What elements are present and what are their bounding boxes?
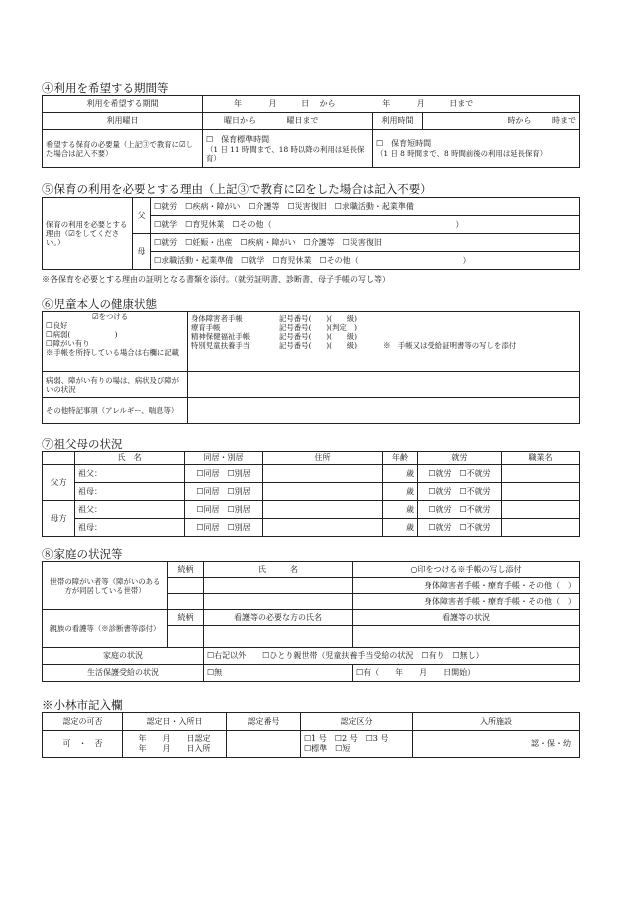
welfare-yes-option[interactable]: ☐有（ 年 月 日開始） <box>353 665 580 682</box>
rel-header: 続柄 <box>168 562 204 578</box>
mother-side-label: 母方 <box>43 501 75 537</box>
care-status-field[interactable] <box>353 626 580 648</box>
col-name: 氏 名 <box>75 452 185 465</box>
section5-title: ⑤保育の利用を必要とする理由（上記③で教育に☑をした場合は記入不要） <box>42 182 432 196</box>
other-field[interactable] <box>188 398 580 424</box>
other-label: その他特記事項（アレルギー、喘息等） <box>43 398 188 424</box>
rel-field[interactable] <box>168 594 204 610</box>
welfare-no-option[interactable]: ☐無 <box>204 665 353 682</box>
section8-title: ⑧家庭の状況等 <box>42 547 123 561</box>
period-label: 利用を希望する期間 <box>43 96 203 113</box>
reason-note: ※各保育を必要とする理由の証明となる書類を添付。（就労証明書、診断書、母子手帳の写し等） <box>42 275 390 284</box>
age-field[interactable]: 歳 <box>383 465 418 483</box>
job-field[interactable] <box>502 519 580 537</box>
father-side-label: 父方 <box>43 465 75 501</box>
table-row <box>43 501 580 519</box>
cert-number-header: 認定番号 <box>227 713 301 731</box>
name-header: 氏 名 <box>204 562 353 578</box>
col-work: 就労 <box>418 452 502 465</box>
address-field[interactable] <box>263 519 383 537</box>
book-option-1[interactable]: 身体障害者手帳・療育手帳・その他（ ） <box>353 578 580 594</box>
reason-table <box>42 197 580 270</box>
grandfather-name[interactable]: 祖父： <box>75 465 185 483</box>
col-live: 同居・別居 <box>185 452 263 465</box>
status-label: 病弱、障がい有りの場は、病状及び障がいの状況 <box>43 372 188 398</box>
health-table <box>42 311 580 424</box>
live-option[interactable]: ☐同居 ☐別居 <box>185 483 263 501</box>
mother-reason-row1[interactable]: ☐就労 ☐妊娠・出産 ☐疾病・障がい ☐介護等 ☐災害復旧 <box>151 234 580 252</box>
age-field[interactable]: 歳 <box>383 519 418 537</box>
grandmother-name[interactable]: 祖母： <box>75 483 185 501</box>
date-header: 認定日・入所日 <box>123 713 227 731</box>
city-section-title: ※小林市記入欄 <box>42 698 123 712</box>
name-field[interactable] <box>204 578 353 594</box>
father-label: 父 <box>133 198 151 234</box>
work-option[interactable]: ☐就労 ☐不就労 <box>418 519 502 537</box>
grandparents-table <box>42 451 580 537</box>
job-field[interactable] <box>502 483 580 501</box>
care-status-header: 看護等の状況 <box>353 610 580 626</box>
home-status-options[interactable]: ☐右記以外 ☐ひとり親世帯（児童扶養手当受給の状況 ☐有り ☐無し） <box>204 648 580 665</box>
rel-field[interactable] <box>168 578 204 594</box>
status-field[interactable] <box>188 372 580 398</box>
standard-time-option[interactable]: ☐ 保育標準時間 （1 日 11 時間まで、18 時以降の利用は延長保育） <box>203 130 373 168</box>
address-field[interactable] <box>263 483 383 501</box>
age-field[interactable]: 歳 <box>383 501 418 519</box>
home-status-label: 家庭の状況 <box>43 648 204 665</box>
approval-field[interactable]: 可 ・ 否 <box>43 731 123 758</box>
col-job: 職業名 <box>502 452 580 465</box>
table-row <box>43 519 580 537</box>
section6-title: ⑥児童本人の健康状態 <box>42 297 157 311</box>
disabled-household-label: 世帯の障がい者等（障がいのある方が同居している世帯） <box>43 562 168 610</box>
city-table <box>42 712 580 758</box>
approval-header: 認定の可否 <box>43 713 123 731</box>
facility-header: 入所施設 <box>413 713 580 731</box>
care-name-field[interactable] <box>204 626 353 648</box>
mark-note: ○印をつける※手帳の写し添付 <box>353 562 580 578</box>
col-age: 年齢 <box>383 452 418 465</box>
table-row <box>43 483 580 501</box>
short-time-option[interactable]: ☐ 保育短時間 （1 日 8 時間まで、8 時間前後の利用は延長保育） <box>373 130 580 168</box>
live-option[interactable]: ☐同居 ☐別居 <box>185 519 263 537</box>
name-field[interactable] <box>204 594 353 610</box>
period-field[interactable]: 年 月 日 から 年 月 日まで <box>203 96 580 113</box>
health-options[interactable]: ☑をつける ☐良好 ☐病弱( ) ☐障がい有り ※手帳を所持している場合は右欄に記載 <box>43 312 188 372</box>
work-option[interactable]: ☐就労 ☐不就労 <box>418 501 502 519</box>
category-field[interactable]: ☐1 号 ☐2 号 ☐3 号 ☐標準 ☐短 <box>301 731 413 758</box>
work-option[interactable]: ☐就労 ☐不就労 <box>418 465 502 483</box>
category-header: 認定区分 <box>301 713 413 731</box>
date-field[interactable]: 年 月 日認定 年 月 日入所 <box>123 731 227 758</box>
care-rel-header: 続柄 <box>168 610 204 626</box>
age-field[interactable]: 歳 <box>383 483 418 501</box>
time-label: 利用時間 <box>373 113 423 130</box>
address-field[interactable] <box>263 465 383 483</box>
col-address: 住所 <box>263 452 383 465</box>
grandmother-name[interactable]: 祖母： <box>75 519 185 537</box>
weekday-field[interactable]: 曜日から 曜日まで <box>203 113 373 130</box>
book-option-2[interactable]: 身体障害者手帳・療育手帳・その他（ ） <box>353 594 580 610</box>
table-row <box>43 465 580 483</box>
family-table <box>42 561 580 682</box>
mother-label: 母 <box>133 234 151 270</box>
welfare-label: 生活保護受給の状況 <box>43 665 204 682</box>
grandfather-name[interactable]: 祖父： <box>75 501 185 519</box>
section7-title: ⑦祖父母の状況 <box>42 437 123 451</box>
time-field[interactable]: 時から 時まで <box>423 113 580 130</box>
care-rel-field[interactable] <box>168 626 204 648</box>
section4-title: ④利用を希望する期間等 <box>42 81 169 95</box>
job-field[interactable] <box>502 465 580 483</box>
period-table <box>42 95 580 168</box>
cert-number-field[interactable] <box>227 731 301 758</box>
mother-reason-row2[interactable]: ☐求職活動・起業準備 ☐就学 ☐育児休業 ☐その他（ ） <box>151 252 580 270</box>
work-option[interactable]: ☐就労 ☐不就労 <box>418 483 502 501</box>
care-label: 親族の看護等（※診断書等添付） <box>43 610 168 648</box>
live-option[interactable]: ☐同居 ☐別居 <box>185 501 263 519</box>
hours-label: 希望する保育の必要量（上記③で教育に☑した場合は記入不要） <box>43 130 203 168</box>
father-reason-row2[interactable]: ☐就学 ☐育児休業 ☐その他（ ） <box>151 216 580 234</box>
live-option[interactable]: ☐同居 ☐別居 <box>185 465 263 483</box>
father-reason-row1[interactable]: ☐就労 ☐疾病・障がい ☐介護等 ☐災害復旧 ☐求職活動・起業準備 <box>151 198 580 216</box>
handbook-info[interactable]: 身体障害者手帳 記号番号( )( 級) 療育手帳 記号番号( )(判定 ) 精神保健福祉手帳 記号番号( )( 級) 特別児童扶養手当 記号番号( )( 級) ※ 手帳又は受給証明書等の写しを添付 <box>188 312 580 372</box>
care-name-header: 看護等の必要な方の氏名 <box>204 610 353 626</box>
job-field[interactable] <box>502 501 580 519</box>
reason-label: 保育の利用を必要とする理由（☑をしてください。） <box>43 198 133 270</box>
weekday-label: 利用曜日 <box>43 113 203 130</box>
address-field[interactable] <box>263 501 383 519</box>
facility-field[interactable]: 認・保・幼 <box>413 731 580 758</box>
